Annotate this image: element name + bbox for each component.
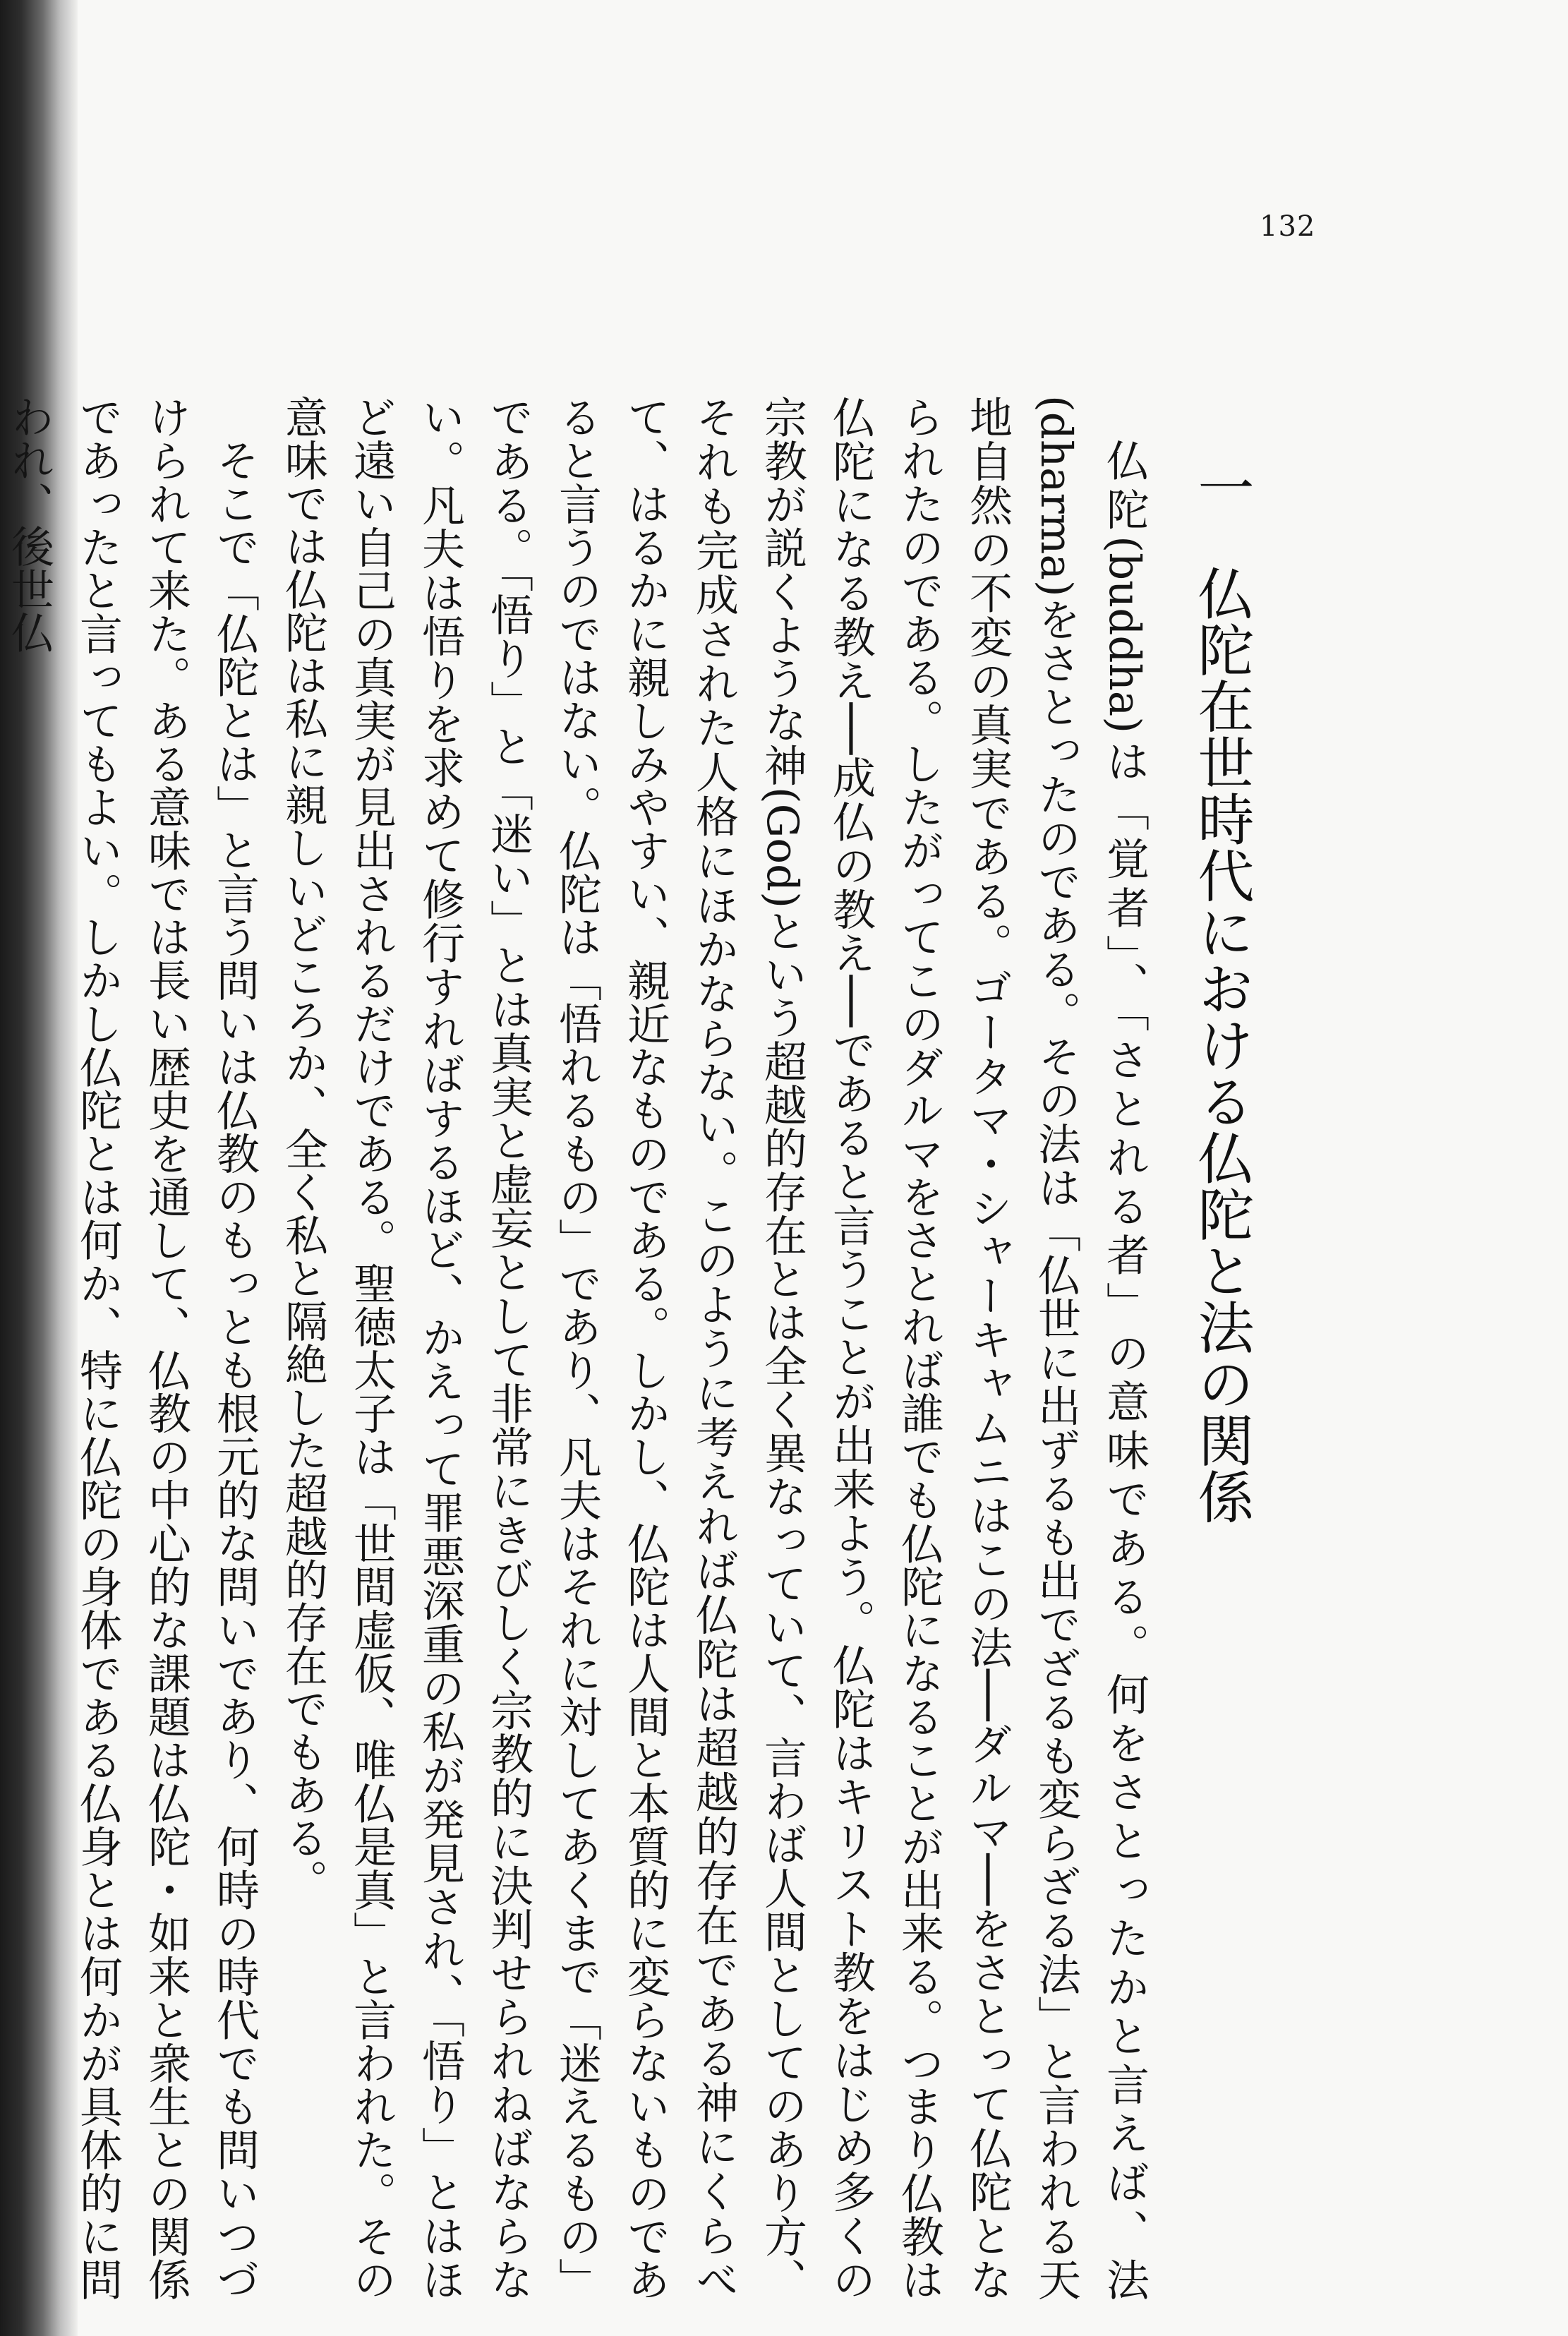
paragraph-2: そこで「仏陀とは」と言う問いは仏教のもっとも根元的な問いであり、何時の時代でも問いつづけられて来た。ある意味では長い歴史を通して、仏教の中心的な課題は仏陀・如来と衆生との関係であったと言ってもよい。しかし仏陀とは何か、特に仏陀の身体である仏身とは何かが具体的に問われ、後世仏	[4, 395, 260, 2301]
section-number: 一	[1188, 459, 1254, 515]
paragraph-1: 仏陀(buddha)は「覚者」、「さとれる者」の意味である。何をさとったかと言えば、法(dharma)をさとったのである。その法は「仏世に出ずるも出でざるも変らざる法」と言われる天地自然の不変の真実である。ゴータマ・シャーキャムニはこの法──ダルマ──をさとって仏陀となられたのである。したがってこのダルマをさとれば誰でも仏陀になることが出来る。つまり仏教は仏陀になる教え──成仏の教え──であると言うことが出来よう。仏陀はキリスト教をはじめ多くの宗教が説くような神(God)という超越的存在とは全く異なっていて、言わば人間としてのあり方、それも完成された人格にほかならない。このように考えれば仏陀は超越的存在である神にくらべて、はるかに親しみやすい、親近なものである。しかし、仏陀は人間と本質的に変らないものであると言うのではない。仏陀は「悟れるもの」であり、凡夫はそれに対してあくまで「迷えるもの」である。「悟り」と「迷い」とは真実と虚妄として非常にきびしく宗教的に決判せられねばならない。凡夫は悟りを求めて修行すればするほど、かえって罪悪深重の私が発見され、「悟り」とはほど遠い自己の真実が見出されるだけである。聖徳太子は「世間虚仮、唯仏是真」と言われた。その意味では仏陀は私に親しいどころか、全く私と隔絶した超越的存在でもある。	[278, 395, 1150, 2301]
section-title: 仏陀在世時代における仏陀と法の関係	[1188, 565, 1254, 1524]
page-number: 132	[1260, 210, 1316, 243]
section-heading	[1186, 459, 1256, 1524]
body-text	[0, 395, 1159, 2301]
